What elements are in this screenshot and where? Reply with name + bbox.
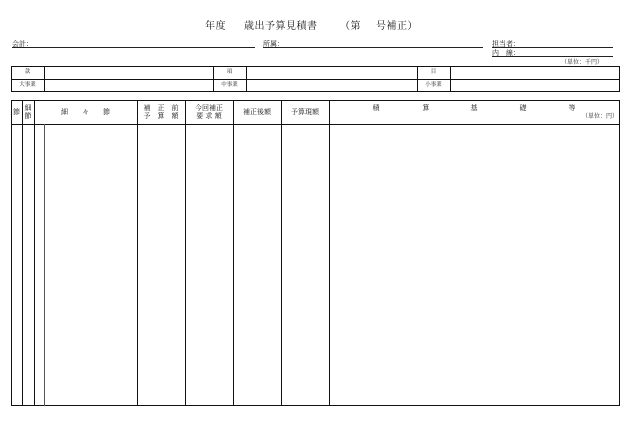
dai-jigyo-field[interactable] [44, 79, 213, 92]
col-genkaku-header: 予算現額 [291, 108, 319, 116]
col-saisetsu-header-2: 節 [24, 112, 32, 120]
chu-jigyo-field[interactable] [246, 79, 417, 92]
kaikei-field[interactable] [12, 47, 255, 48]
col-sekisan-header-5: 等 [568, 104, 576, 112]
col-sekisan-header-2: 算 [422, 104, 430, 112]
col-konkai-header-2: 要 求 額 [196, 112, 222, 120]
kou-label: 項 [226, 69, 233, 75]
shozoku-label: 所属： [263, 40, 284, 48]
tantosha-label: 担当者： [492, 40, 520, 48]
col-sekisan-header-3: 基 [470, 104, 478, 112]
title-year: 年度 [205, 21, 226, 32]
moku-label: 目 [430, 69, 437, 75]
hosei-mae-column-body[interactable] [137, 124, 185, 406]
col-hosei-mae-header-1: 補 正 前 [143, 104, 179, 112]
col-sekisan-header-1: 積 [372, 104, 380, 112]
col-setsu-header: 節 [13, 108, 20, 116]
kan-field[interactable] [44, 66, 213, 79]
unit-label-table: （単位：円） [581, 113, 618, 120]
kou-field[interactable] [246, 66, 417, 79]
title-paren: （第 [340, 21, 361, 32]
title-main: 歳出予算見積書 [244, 21, 318, 32]
kaikei-label: 会計： [12, 40, 33, 48]
unit-label-top: （単位：千円） [561, 59, 604, 66]
col-saisetsu-header-1: 細 [24, 104, 32, 112]
col-konkai-header-1: 今回補正 [195, 104, 223, 112]
kan-label: 款 [24, 69, 31, 75]
col-saisaisetsu-header: 細 々 節 [61, 108, 110, 116]
dai-jigyo-label: 大事業 [19, 82, 36, 88]
saisaisetsu-column-body[interactable] [34, 124, 137, 406]
sekisan-column-body[interactable] [329, 124, 620, 406]
title-end: 号補正） [376, 21, 418, 32]
col-hosei-go-header: 補正後額 [243, 108, 271, 116]
genkaku-column-body[interactable] [281, 124, 329, 406]
chu-jigyo-label: 中事業 [221, 82, 238, 88]
saisetsu-column-body[interactable] [22, 124, 34, 406]
hosei-go-column-body[interactable] [233, 124, 281, 406]
sho-jigyo-label: 小事業 [425, 82, 442, 88]
setsu-column-body[interactable] [11, 124, 22, 406]
naisen-label: 内 線： [492, 49, 520, 57]
col-hosei-mae-header-2: 予 算 額 [143, 112, 179, 120]
shozoku-field[interactable] [263, 47, 483, 48]
moku-field[interactable] [450, 66, 620, 79]
col-sekisan-header-4: 礎 [519, 104, 527, 112]
sho-jigyo-field[interactable] [450, 79, 620, 92]
konkai-column-body[interactable] [185, 124, 233, 406]
